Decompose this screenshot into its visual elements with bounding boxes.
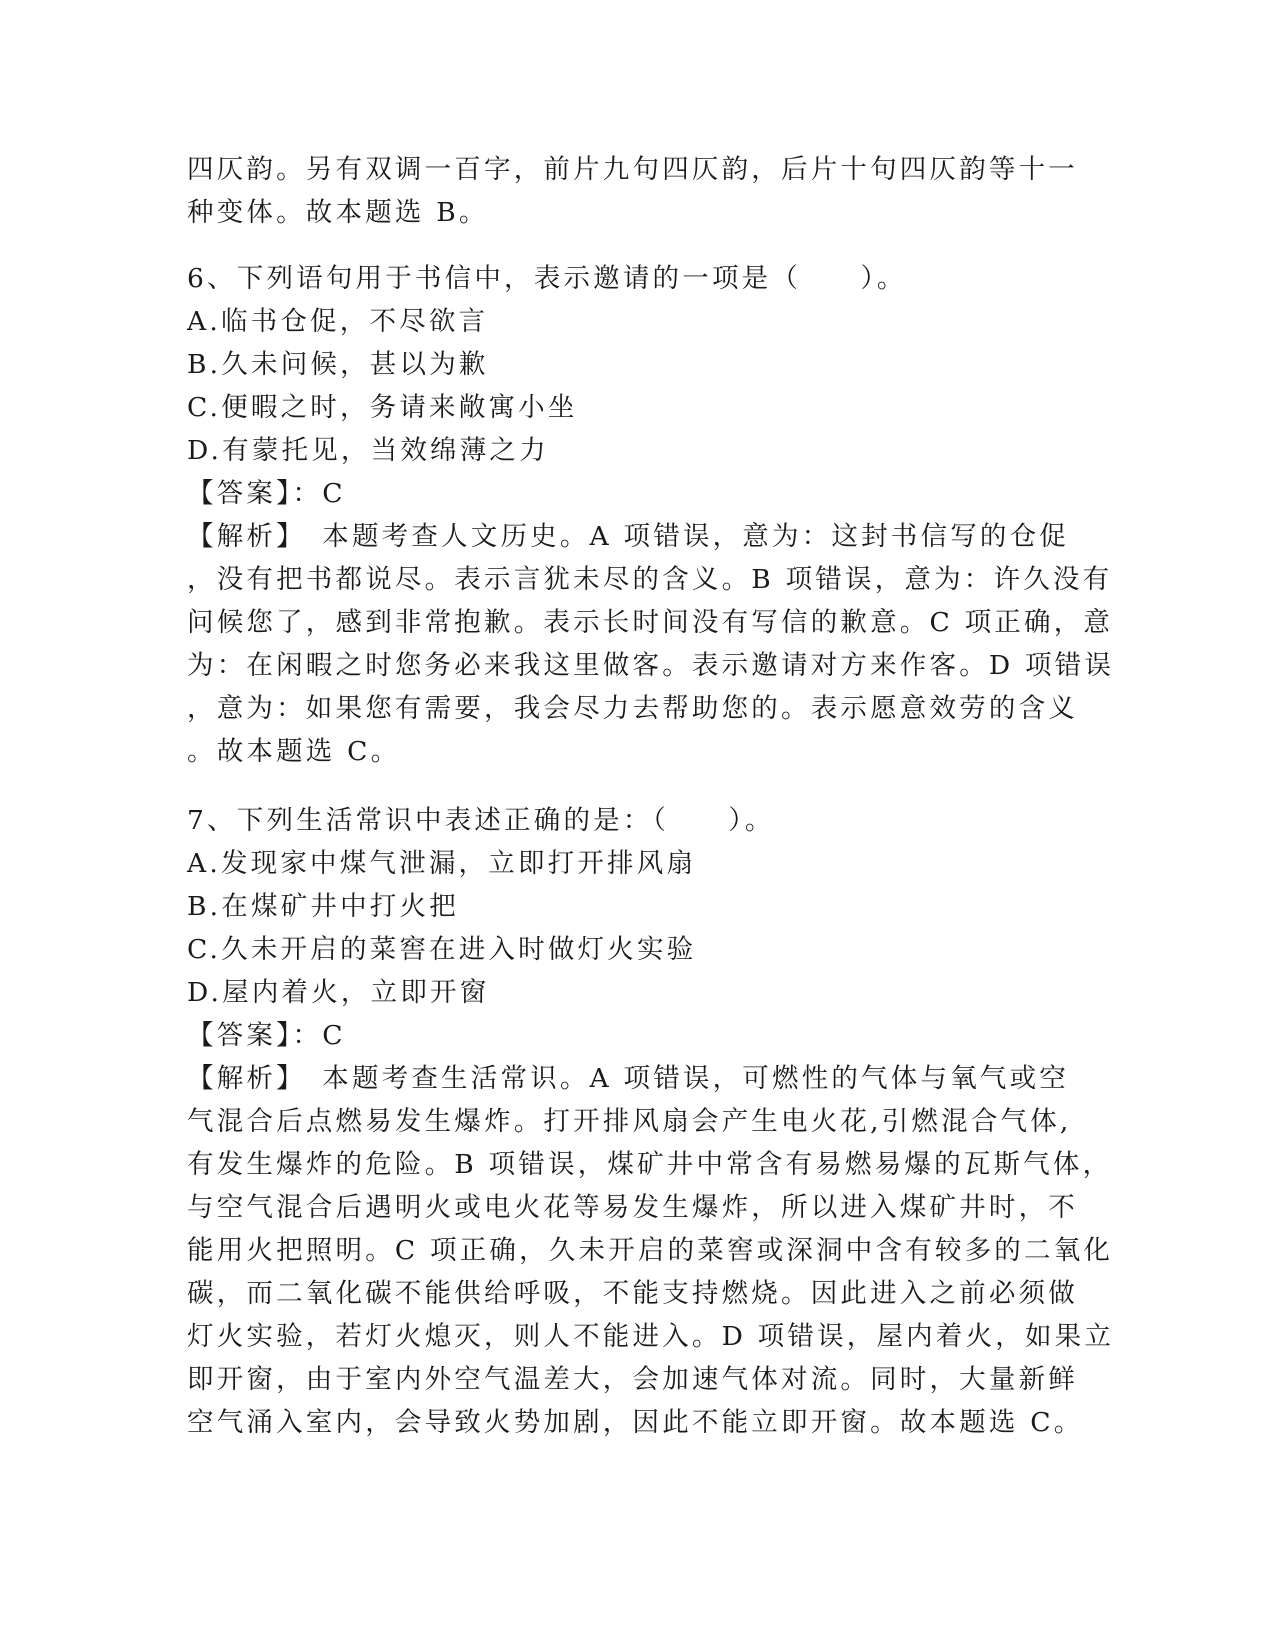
analysis-line: 即开窗，由于室内外空气温差大，会加速气体对流。同时，大量新鲜 — [187, 1364, 1078, 1395]
analysis-line: 气混合后点燃易发生爆炸。打开排风扇会产生电火花,引燃混合气体, — [187, 1106, 1072, 1137]
option-b: B.久未问候，甚以为歉 — [187, 349, 489, 380]
analysis-line: 问候您了，感到非常抱歉。表示长时间没有写信的歉意。C 项正确，意 — [187, 607, 1114, 638]
analysis-line: 【解析】 本题考查生活常识。A 项错误，可燃性的气体与氧气或空 — [187, 1063, 1070, 1094]
question-6 — [187, 257, 1115, 773]
analysis-line: ，没有把书都说尽。表示言犹未尽的含义。B 项错误，意为：许久没有 — [187, 564, 1113, 595]
analysis-line: 与空气混合后遇明火或电火花等易发生爆炸，所以进入煤矿井时，不 — [187, 1192, 1078, 1223]
option-a: A.临书仓促，不尽欲言 — [187, 306, 489, 337]
analysis-line: 能用火把照明。C 项正确，久未开启的菜窖或深洞中含有较多的二氧化 — [187, 1235, 1114, 1266]
option-a: A.发现家中煤气泄漏，立即打开排风扇 — [187, 848, 697, 879]
option-d: D.有蒙托见，当效绵薄之力 — [187, 435, 549, 466]
continuation-text — [187, 148, 1087, 234]
option-c: C.久未开启的菜窖在进入时做灯火实验 — [187, 934, 697, 965]
option-c: C.便暇之时，务请来敞寓小坐 — [187, 392, 578, 423]
option-d: D.屋内着火，立即开窗 — [187, 977, 490, 1008]
answer-line: 【答案】：C — [187, 478, 346, 509]
continuation-line: 四仄韵。另有双调一百字，前片九句四仄韵，后片十句四仄韵等十一 — [187, 154, 1078, 185]
answer-line: 【答案】：C — [187, 1020, 346, 1051]
question-stem: 7、下列生活常识中表述正确的是：（ ）。 — [187, 805, 775, 836]
analysis-line: 【解析】 本题考查人文历史。A 项错误，意为：这封书信写的仓促 — [187, 521, 1070, 552]
analysis-line: 空气涌入室内，会导致火势加剧，因此不能立即开窗。故本题选 C。 — [187, 1407, 1084, 1438]
analysis-line: 。故本题选 C。 — [187, 736, 401, 767]
option-b: B.在煤矿井中打火把 — [187, 891, 459, 922]
analysis-line: ，意为：如果您有需要，我会尽力去帮助您的。表示愿意效劳的含义 — [187, 693, 1078, 724]
analysis-line: 有发生爆炸的危险。B 项错误，煤矿井中常含有易燃易爆的瓦斯气体， — [187, 1149, 1113, 1180]
question-stem: 6、下列语句用于书信中，表示邀请的一项是（ ）。 — [187, 263, 907, 294]
analysis-line: 灯火实验，若灯火熄灭，则人不能进入。D 项错误，屋内着火，如果立 — [187, 1321, 1115, 1352]
question-7 — [187, 799, 1115, 1444]
continuation-line: 种变体。故本题选 B。 — [187, 197, 489, 228]
analysis-line: 碳，而二氧化碳不能供给呼吸，不能支持燃烧。因此进入之前必须做 — [187, 1278, 1078, 1309]
analysis-line: 为：在闲暇之时您务必来我这里做客。表示邀请对方来作客。D 项错误 — [187, 650, 1115, 681]
